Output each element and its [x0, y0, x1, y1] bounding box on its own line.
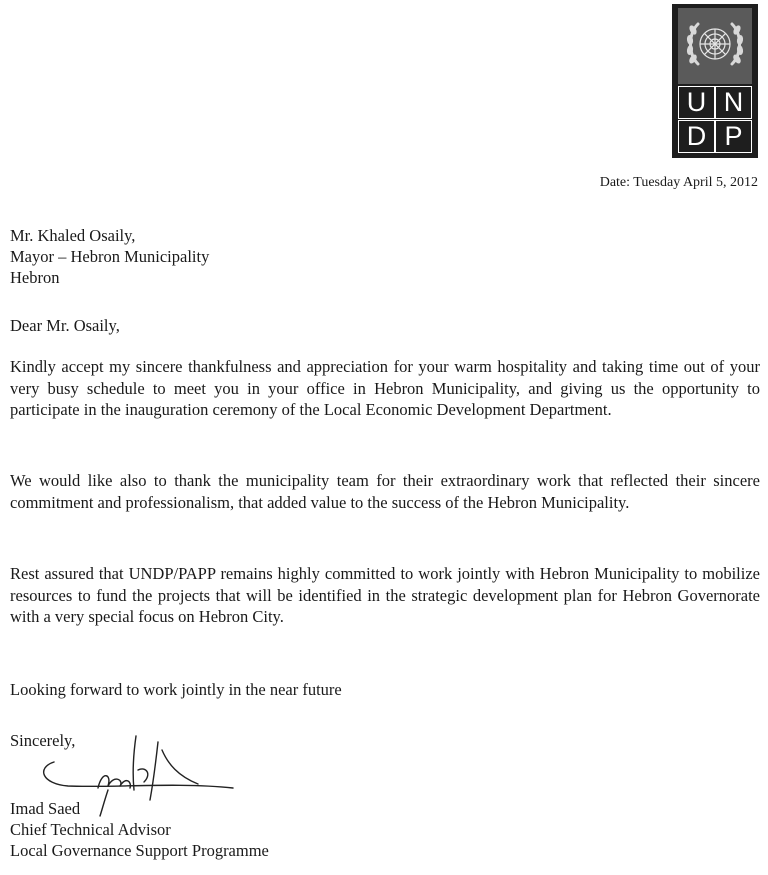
- recipient-city: Hebron: [10, 268, 60, 287]
- signer-program: Local Governance Support Programme: [10, 841, 269, 860]
- un-emblem: [678, 8, 752, 84]
- salutation: Dear Mr. Osaily,: [10, 316, 120, 335]
- recipient-block: [10, 225, 209, 288]
- un-emblem-icon: [678, 8, 752, 84]
- undp-logo: [672, 4, 758, 158]
- recipient-title: Mayor – Hebron Municipality: [10, 247, 210, 266]
- logo-letter-u: U: [678, 86, 715, 119]
- body-paragraph-3: Rest assured that UNDP/PAPP remains highly committed to work jointly with Hebron Municipality to mobilize resources to fund the projects that will be identified in the strategic development plan for Hebron Governorate with a very special focus on Hebron City.: [10, 564, 760, 626]
- recipient-name: Mr. Khaled Osaily,: [10, 226, 136, 245]
- logo-letter-d: D: [678, 120, 715, 153]
- signer-name: Imad Saed: [10, 799, 81, 818]
- body-paragraph-2: We would like also to thank the municipality team for their extraordinary work that reflected their sincere commitment and professionalism, that added value to the success of the Hebron Municipality.: [10, 471, 760, 512]
- letter-date: Date: Tuesday April 5, 2012: [599, 175, 758, 190]
- signer-block: [10, 798, 269, 861]
- body-paragraph-1: Kindly accept my sincere thankfulness and appreciation for your warm hospitality and taking time out of your very busy schedule to meet you in your office in Hebron Municipality, and giving us the opportunity to participate in the inauguration ceremony of the Local Economic Development Department.: [10, 357, 760, 419]
- signer-title: Chief Technical Advisor: [10, 820, 171, 839]
- closing-line: Looking forward to work jointly in the near future: [10, 680, 342, 699]
- signoff: Sincerely,: [10, 731, 76, 750]
- logo-letter-p: P: [715, 120, 752, 153]
- logo-letter-n: N: [715, 86, 752, 119]
